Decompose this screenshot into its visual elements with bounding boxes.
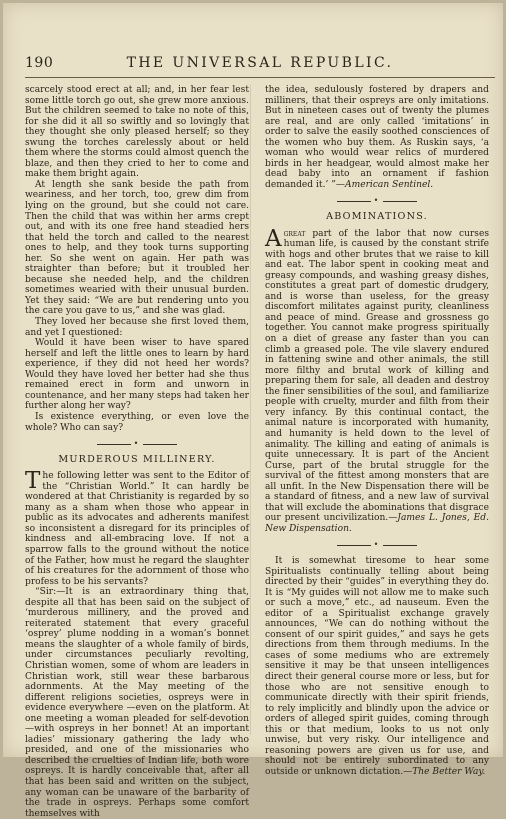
section-title-abominations: ABOMINATIONS. [326, 211, 428, 223]
article-lead [25, 468, 249, 587]
article-body [265, 225, 489, 535]
drop-cap: A [265, 225, 282, 252]
page-number: 190 [25, 55, 54, 71]
source-credit: The Better Way. [412, 766, 486, 777]
article-body-text: part of the labor that now curses human life, is caused by the constant strife with hogs and other brutes that we raise to kill and eat. The labor spent in cooking meat and greasy compounds, and washing greasy dishes, constitutes a great part of domestic drudgery, and is worse than useless, for the greasy discomfort militates against purity, cleanliness and peace of mind. Grease and grossness go together. You cannot make progress spiritually on a diet of grease any faster than you can climb a greased pole. The vile slavery endured in fattening swine and other animals, the still more filthy and brutal work of killing and preparing them for sale, all deaden and destroy the finer sensibilities of the soul, and familiarize people with cruelty, murder and filth from their very infancy. By this continual contact, the animal nature is incorporated with humanity, and humanity is held down to the level of animality. The killing and eating of animals is quite unnecessary. It is part of the Ancient Curse, part of the brutal struggle for the survival of the fittest among monsters that are all unfit. In the New Dispensation there will be a standard of fitness, and a new law of survival that will exclude the abominations that disgrace our present uncivilization.— [265, 228, 489, 524]
running-title: THE UNIVERSAL REPUBLIC. [126, 55, 394, 71]
small-caps-lead: great [283, 228, 306, 239]
right-column [265, 85, 489, 777]
article-lead-text: he following letter was sent to the Editor of the “Christian World.” It can hardly be wondered at that Christianity is regarded by so many as a sham when those who appear in public as its advocates and adherents manifest so inconsistent a disregard for its principles of kindness and all-embracing love. If not a sparrow falls to the ground without the notice of the Father, how must he regard the slaughter of his creatures for the adornment of those who profess to be his servants? [25, 471, 249, 587]
paragraph: scarcely stood erect at all; and, in her fear lest some little torch go out, she grew more anxious. But the children seemed to take no note of this, for she did it all so swiftly and so lovingly that they thought she only pleased herself; so they swung the torches carelessly about or held them where the storms could almost quench the blaze, and then they cried to her to come and make them bright again. [25, 85, 249, 180]
paragraph: Is existence everything, or even love the whole? Who can say? [25, 411, 249, 433]
paragraph-text: It is somewhat tiresome to hear some Spiritualists continually telling about being directed by their “guides” in everything they do. It is “My guides will not allow me to make such or such a move,” etc., ad nauseum. Even the editor of a Spiritualist exchange gravely announces, “We can do nothing without the consent of our spirit guides,” and says he gets directions from them through mediums. In the cases of some mediums who are extremely sensitive it may be that unseen intelligences direct their general course more or less, but for those who are not sensitive enough to communicate directly with their spirit friends, to rely implicitly and blindly upon the advice or orders of alleged spirit guides, coming through this or that medium, looks to us not only unwise, but very risky. Our intelligence and reasoning powers are given us for use, and should not be entirely subordinated to any outside or unknown dictation.— [265, 555, 489, 777]
section-divider: • [265, 196, 489, 207]
paragraph [265, 85, 489, 190]
section-divider: • [265, 540, 489, 551]
paragraph: They loved her because she first loved them, and yet I questioned: [25, 317, 249, 338]
article-letter: “Sir:—It is an extraordinary thing that, despite all that has been said on the subject of ‘murderous millinery, and the proved and reiterated statement that every graceful ‘osprey’ plume nodding in a woman’s bonnet means the slaughter of a whole family of birds, under circumstances peculiarly revolting, Christian women, some of whom are leaders in Christian work, still wear these barbarous adornments. At the May meeting of the different religions societies, ospreys were in evidence everywhere —even on the platform. At one meeting a woman pleaded for self-devotion—with ospreys in her bonnet! At an important ladies’ missionary gathering the lady who presided, and one of the missionaries who described the cruelties of Indian life, both wore ospreys. It is hardly conceivable that, after all that has been said and written on the subject, any woman can be unaware of the barbarity of the trade in ospreys. Perhaps some comfort themselves with [25, 587, 249, 819]
column-gutter [250, 85, 251, 735]
left-column [25, 85, 249, 819]
paragraph [265, 556, 489, 777]
paragraph: Would it have been wiser to have spared herself and left the little ones to learn by hard experience, if they did not heed her words? Would they have loved her better had she thus remained erect in form and unworn in countenance, and her many steps had taken her further along her way? [25, 338, 249, 412]
drop-cap: T [25, 468, 41, 495]
source-credit: James L. Jones, Ed. New Dispensation. [265, 513, 489, 534]
page-header [25, 55, 495, 73]
section-title-murderous-millinery: MURDEROUS MILLINERY. [58, 453, 216, 465]
section-divider: • [25, 439, 249, 450]
page [3, 3, 503, 819]
paragraph: At length she sank beside the path from weariness, and her torch, too, grew dim from lying on the ground, but she could not care. Then the child that was within her arms crept out, and with its one free hand steadied hers that held the torch and called to the nearest ones to help, and they took turns supporting her. So she went on again. Her path was straighter than before; but it troubled her because she needed help, and the children sometimes wearied with their unusual burden. Yet they said: “We are but rendering unto you the care you gave to us,” and she was glad. [25, 179, 249, 317]
source-credit: American Sentinel. [345, 179, 434, 190]
header-rule [25, 77, 495, 78]
continuation-text: the idea, sedulously fostered by drapers and milliners, that their ospreys are only imitations. But in nineteen cases out of twenty the plumes are real, and are only called ‘imitations’ in order to salve the easily soothed consciences of the women who buy them. As Ruskin says, ‘a woman who would wear relics of murdered birds in her headgear, would almost make her dead baby into an ornament if fashion demanded it.’ ”— [265, 85, 489, 190]
